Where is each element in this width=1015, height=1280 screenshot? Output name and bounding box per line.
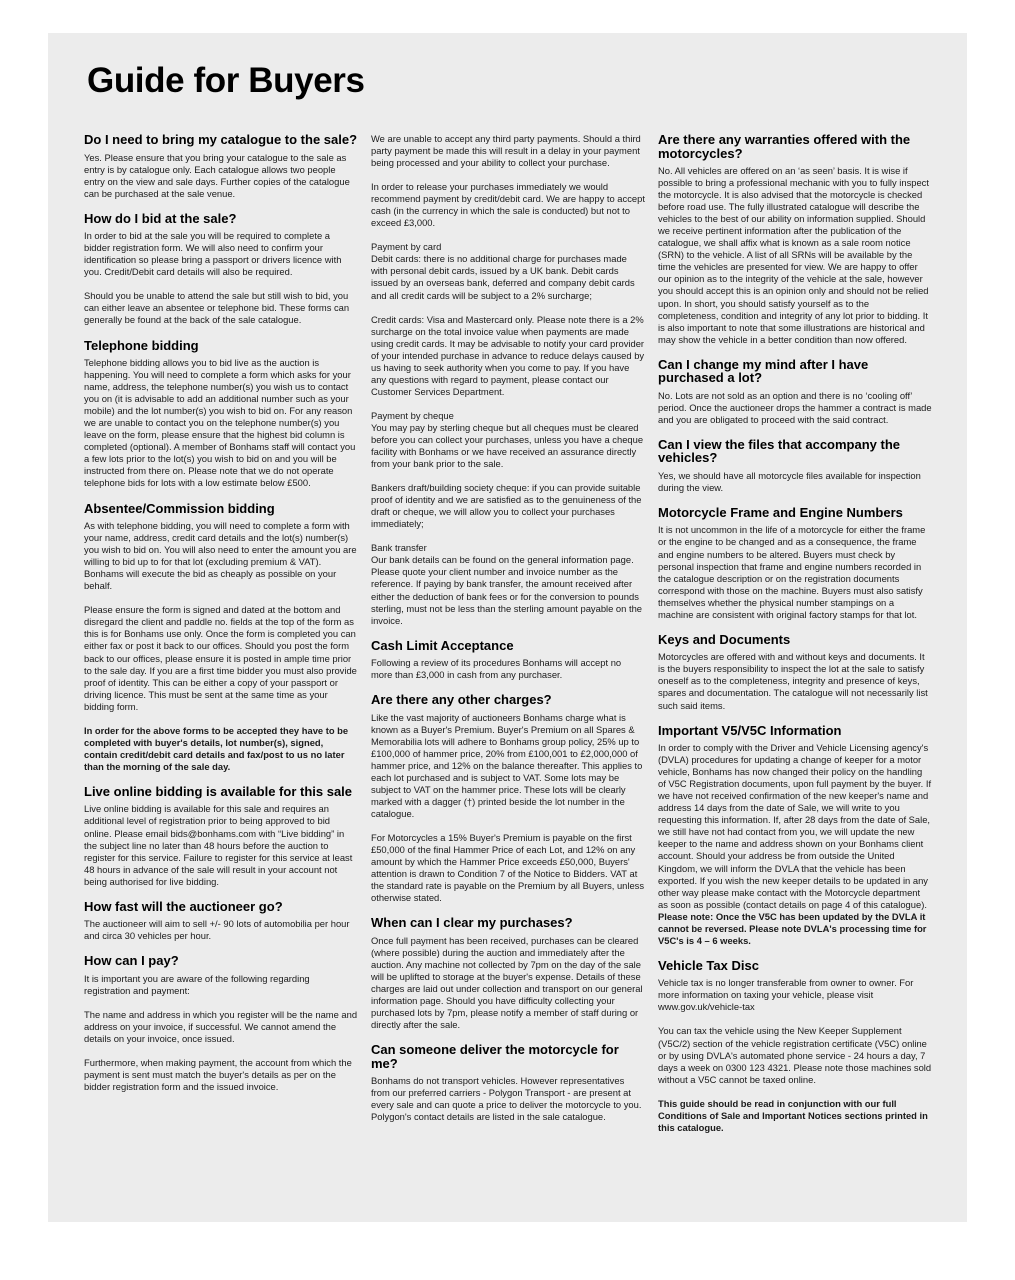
section-heading: How do I bid at the sale? (84, 210, 237, 226)
section-paragraph: Like the vast majority of auctioneers Bonhams charge what is known as a Buyer's Premium. Buyer's Premium on all Spares & Memorabilia lots will adhere to Bonhams group policy, 25% up to £100,000 of hammer price, 20% from £100,001 to £2,000,000 of hammer price, and 12% on the balance thereafter. This applies to each lot purchased and is subject to VAT. Some lots may be subject to VAT on the hammer price. These lots will be clearly marked with a dagger (†) printed beside the lot number in the catalogue. (371, 711, 643, 820)
guide-section (658, 133, 932, 346)
section-paragraph: Should you be unable to attend the sale but still wish to bid, you can either leave an absentee or telephone bid. These forms can generally be found at the back of the sale catalogue. (84, 290, 350, 326)
section-heading: Can I view the files that accompany the vehicles? (658, 436, 901, 466)
important-note: In order for the above forms to be accepted they have to be completed with buyer's details, lot number(s), signed, contain credit/debit card details and fax/post to us no later than the morning of the sale day. (84, 724, 349, 772)
section-heading: Motorcycle Frame and Engine Numbers (658, 504, 903, 520)
section-paragraph: The name and address in which you register will be the name and address on your invoice, if successful. We cannot amend the details on your invoice, once issued. (84, 1008, 358, 1045)
guide-section (658, 724, 932, 947)
section-paragraph: Bank transfer Our bank details can be found on the general information page. Please quote your client number and invoice number as the reference. If paying by bank transfer, the amount received after either the deduction of bank fees or for the conversion to pounds sterling, must not be less than the sterling amount payable on the invoice. (371, 542, 642, 626)
guide-section (658, 506, 932, 621)
guide-page (48, 33, 967, 1222)
section-heading: Are there any warranties offered with the motorcycles? (658, 132, 911, 161)
column-right (658, 133, 932, 1146)
section-heading: Live online bidding is available for this sale (84, 783, 353, 799)
guide-section (658, 438, 932, 494)
guide-section (658, 358, 932, 426)
guide-section (84, 502, 358, 773)
section-paragraph: In order to comply with the Driver and Vehicle Licensing agency's (DVLA) procedures for updating a change of keeper for a motor vehicle, Bonhams has now changed their policy on the handling of V5C Registration documents, upon full payment by the buyer. If we have not received confirmation of the new keeper's name and address 14 days from the date of Sale, we will write to you requesting this information. If, after 28 days from the date of Sale, we still have not had contact from you, we will update the new keeper to the name and address shown on your Bonhams client account. Should your address be from outside the United Kingdom, we will inform the DVLA that the vehicle has been exported. If you wish the new keeper details to be updated in any other way please make contact with the Motorcycle department as soon as possible (contact details on page 4 of this catalogue). Please note: Once the V5C has been updated by the DVLA it cannot be reversed. Please note DVLA's processing time for V5C's is 4 – 6 weeks. (658, 742, 932, 946)
section-paragraph: It is important you are aware of the following regarding registration and payment: (84, 972, 310, 996)
section-paragraph: Motorcycles are offered with and without keys and documents. It is the buyers responsibility to inspect the lot at the sale to satisfy oneself as to the completeness, integrity and presence of keys, spares and documentation. The catalogue will not necessarily list such said items. (658, 651, 928, 711)
section-paragraph: It is not uncommon in the life of a motorcycle for either the frame or the engine to be changed and as a consequence, the frame and engine numbers to be altered. Buyers must check by personal inspection that frame and engine numbers recorded in the catalogue description or on the registration documents correspond with those on the machine. Buyers must also satisfy themselves whether the physical number stampings on a machine are consistent with original factory stamps for that lot. (658, 524, 926, 620)
section-paragraph: Furthermore, when making payment, the account from which the payment is sent must match the buyer's details as per on the bidder registration form and the issued invoice. (84, 1057, 352, 1093)
section-paragraph: Live online bidding is available for this sale and requires an additional level of registration prior to being approved to bid online. Please email bids@bonhams.com with “Live bidding” in the subject line no later than 48 hours before the auction to register for this service. Failure to register for this service at least 48 hours in advance of the sale will result in your account not being authorised for live bidding. (84, 803, 353, 887)
section-heading: Absentee/Commission bidding (84, 500, 275, 516)
section-heading: Cash Limit Acceptance (371, 637, 514, 653)
guide-section (371, 133, 645, 627)
section-paragraph: You can tax the vehicle using the New Keeper Supplement (V5C/2) section of the vehicle registration certificate (V5C) online or by using DVLA's automated phone service - 24 hours a day, 7 days a week on 0300 123 4321. Please note those machines sold without a V5C cannot be taxed online. (658, 1025, 932, 1085)
important-note: This guide should be read in conjunction with our full Conditions of Sale and Important Notices sections printed in this catalogue. (658, 1097, 928, 1133)
section-paragraph: Following a review of its procedures Bonhams will accept no more than £3,000 in cash from any purchaser. (371, 657, 622, 681)
guide-section (84, 785, 358, 888)
section-heading: How fast will the auctioneer go? (84, 898, 283, 914)
section-heading: How can I pay? (84, 953, 179, 969)
section-heading: When can I clear my purchases? (371, 915, 573, 931)
guide-section (371, 1043, 645, 1123)
section-paragraph: Credit cards: Visa and Mastercard only. Please note there is a 2% surcharge on the total invoice value when payments are made using credit cards. It may be advisable to notify your card provider of your intended purchase in advance to reduce delays caused by us having to seek authority when you come to pay. If you have any questions with regard to payment, please contact our Customer Services Department. (371, 313, 645, 397)
section-heading: Are there any other charges? (371, 692, 552, 708)
section-paragraph: Vehicle tax is no longer transferable from owner to owner. For more information on taxing your vehicle, please visit www.gov.uk/vehicle-tax (658, 977, 914, 1013)
section-paragraph: Bonhams do not transport vehicles. However representatives from our preferred carriers - Polygon Transport - are present at every sale and can quote a price to deliver the motorcycle to you. Polygon's contact details are listed in the sale catalogue. (371, 1075, 642, 1123)
section-paragraph: As with telephone bidding, you will need to complete a form with your name, address, credit card details and the lot(s) number(s) you wish to bid on. You will also need to enter the amount you are willing to bid up to for that lot (excluding premium & VAT). Bonhams will execute the bid as cheaply as possible on your behalf. (84, 520, 357, 592)
section-paragraph: We are unable to accept any third party payments. Should a third party payment be made this will result in a delay in your payment being processed and your ability to collect your purchase. (371, 133, 641, 169)
section-paragraph: Bankers draft/building society cheque: if you can provide suitable proof of identity and we are satisfied as to the genuineness of the draft or cheque, we will allow you to collect your purchases immediately; (371, 482, 642, 530)
section-paragraph: The auctioneer will aim to sell +/- 90 lots of automobilia per hour and circa 30 vehicles per hour. (84, 918, 350, 942)
section-heading: Can I change my mind after I have purchased a lot? (658, 356, 869, 386)
guide-section (84, 133, 358, 200)
section-heading: Do I need to bring my catalogue to the sale? (84, 132, 358, 147)
section-paragraph: In order to bid at the sale you will be required to complete a bidder registration form. We will also need to confirm your identification so please bring a passport or drivers licence with you. Credit/Debit card details will also be required. (84, 230, 342, 278)
guide-section (658, 633, 932, 712)
section-paragraph: No. All vehicles are offered on an ‘as seen’ basis. It is wise if possible to bring a professional mechanic with you to fully inspect the motorcycle. It is also advised that the motorcycle is checked before road use. The fully illustrated catalogue will describe the vehicles to the best of our ability on information supplied. Should we receive pertinent information after the publication of the catalogue, we shall affix what is known as a sale room notice (SRN) to the vehicle. A list of all SRNs will be available by the time the vehicles are presented for view. We are happy to offer our opinion as to the integrity of the vehicle at the sale, however you should accept this is an opinion only and should not be relied upon. In short, you should satisfy yourself as to the completeness, condition and integrity of any lot prior to bidding. It is also important to note that some illustrations are historical and may show the vehicle in a better condition than now offered. (658, 165, 929, 345)
guide-section (84, 900, 358, 943)
section-paragraph: Yes. Please ensure that you bring your catalogue to the sale as entry is by catalogue only. Each catalogue allows two people entry on the view and sale days. Further copies of the catalogue can be purchased at the sale venue. (84, 151, 350, 199)
section-paragraph: Yes, we should have all motorcycle files available for inspection during the view. (658, 469, 921, 493)
section-paragraph: No. Lots are not sold as an option and there is no ‘cooling off’ period. Once the auctioneer drops the hammer a contract is made and you are obligated to proceed with the said contract. (658, 389, 932, 425)
section-paragraph: Telephone bidding allows you to bid live as the auction is happening. You will need to complete a form which asks for your name, address, the telephone number(s) you wish us to contact you on (it is advisable to add an additional number such as your mobile) and the lot number(s) you wish to bid on. For any reason we are unable to contact you on the telephone number(s) you leave on the form, please ensure that the highest bid column is completed (optional). A member of Bonhams staff will contact you a few lots prior to the lot(s) you wish to bid on and you will be instructed from there on. Please note that we do not operate telephone bids for lots with a low estimate below £500. (84, 357, 356, 489)
column-middle (371, 133, 645, 1136)
column-left (84, 133, 358, 1105)
important-note: Please note: Once the V5C has been updated by the DVLA it cannot be reversed. Please note DVLA's processing time for V5C's is 4 – 6 weeks. (658, 910, 927, 946)
guide-section (84, 339, 358, 490)
section-heading: Can someone deliver the motorcycle for me? (371, 1042, 619, 1071)
section-heading: Vehicle Tax Disc (658, 957, 759, 973)
section-paragraph: Payment by card Debit cards: there is no additional charge for purchases made with personal debit cards, issued by a UK bank. Debit cards issued by an overseas bank, deferred and company debit cards and all credit cards will be subject to a 2% surcharge; (371, 241, 635, 301)
guide-section (371, 693, 645, 904)
guide-section (371, 639, 645, 682)
section-heading: Keys and Documents (658, 631, 791, 647)
guide-section (84, 954, 358, 1093)
section-paragraph: Once full payment has been received, purchases can be cleared (where possible) during the auction and immediately after the auction. Any machine not collected by 7pm on the day of the sale will be uplifted to storage at the buyer's expense. Details of these charges are laid out under collection and transport on our general information page. Should you have difficulty collecting your purchased lots by 7pm, please notify a member of staff during or directly after the sale. (371, 934, 643, 1031)
section-heading: Telephone bidding (84, 337, 199, 353)
section-paragraph: Payment by cheque You may pay by sterling cheque but all cheques must be cleared before you can collect your purchases, unless you have a cheque facility with Bonhams or we have received an assurance directly from your bank prior to the sale. (371, 409, 644, 470)
section-paragraph: Please ensure the form is signed and dated at the bottom and disregard the client and paddle no. fields at the top of the form as this is for Bonhams use only. Once the form is completed you can either fax or post it back to our offices. Should you post the form back to our offices, please ensure it is posted in ample time prior to the sale day. If you are a first time bidder you must also provide proof of identity. This can be either a copy of your passport or driving licence. This must be sent at the same time as your bidding form. (84, 604, 357, 712)
page-title: Guide for Buyers (87, 61, 365, 100)
guide-section (658, 959, 932, 1134)
guide-section (84, 212, 358, 327)
section-heading: Important V5/V5C Information (658, 722, 842, 738)
guide-section (371, 916, 645, 1031)
section-paragraph: For Motorcycles a 15% Buyer's Premium is payable on the first £50,000 of the final Hammer Price of each Lot, and 12% on any amount by which the Hammer Price exceeds £50,000, Buyers' attention is drawn to Condition 7 of the Notice to Bidders. VAT at the standard rate is payable on the Premium by all Buyers, unless otherwise stated. (371, 832, 645, 904)
section-paragraph: In order to release your purchases immediately we would recommend payment by credit/debit card. We are happy to accept cash (in the currency in which the sale is conducted) but not to exceed £3,000. (371, 181, 645, 229)
